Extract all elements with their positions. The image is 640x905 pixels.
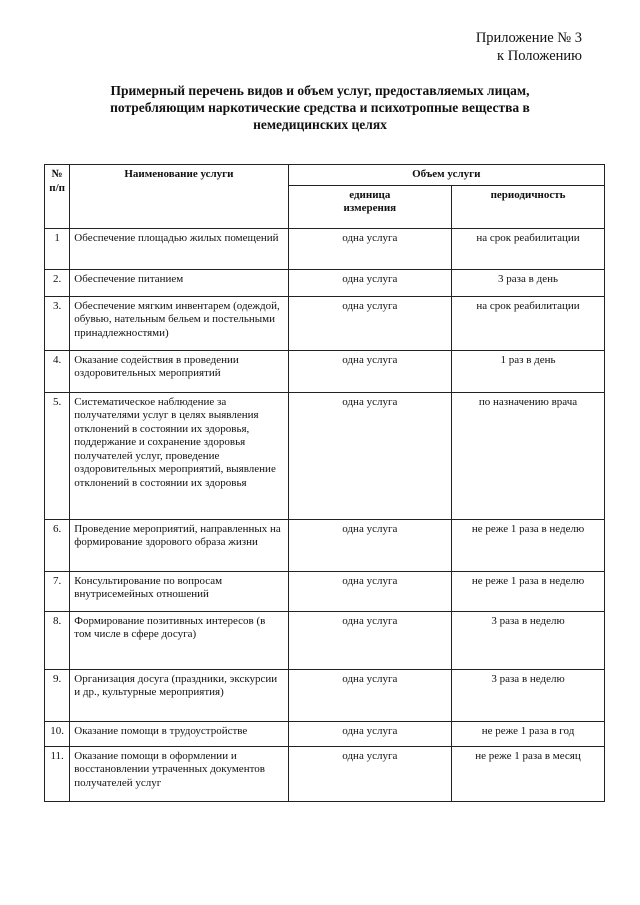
row-unit: одна услуга [288,519,451,571]
row-periodicity: не реже 1 раза в неделю [452,571,605,611]
row-periodicity: не реже 1 раза в год [452,721,605,746]
row-periodicity: 3 раза в неделю [452,669,605,721]
table-row [45,571,605,611]
row-number: 2. [45,269,70,296]
appendix-line-1: Приложение № 3 [475,30,582,46]
row-number: 8. [45,611,70,669]
table-row [45,392,605,519]
header-unit-line-1: единица [349,188,391,201]
table-row [45,669,605,721]
header-unit [288,185,451,228]
header-unit-line-2: измерения [343,202,397,214]
appendix-line-2: к Положению [497,48,582,64]
title-line-2: потребляющим наркотические средства и психотропные вещества в [110,100,530,115]
row-number: 11. [45,746,70,801]
row-periodicity: по назначению врача [452,392,605,519]
header-volume: Объем услуги [288,165,604,186]
row-service-name: Обеспечение мягким инвентарем (одеждой, обувью, нательным бельем и постельными принадлежностями) [70,296,288,350]
row-service-name: Формирование позитивных интересов (в том числе в сфере досуга) [70,611,288,669]
row-unit: одна услуга [288,611,451,669]
header-service-name: Наименование услуги [70,165,288,229]
row-service-name: Систематическое наблюдение за получателями услуг в целях выявления отклонений в состоянии их здоровья, поддержание и сохранение здоровья получателей услуг, проведение оздоровительных мероприятий, выявление отклонений в состоянии их здоровья [70,392,288,519]
table-row [45,296,605,350]
row-periodicity: 3 раза в день [452,269,605,296]
row-number: 7. [45,571,70,611]
row-number: 10. [45,721,70,746]
row-unit: одна услуга [288,392,451,519]
table-row [45,350,605,392]
row-service-name: Обеспечение площадью жилых помещений [70,228,288,269]
row-number: 4. [45,350,70,392]
row-unit: одна услуга [288,228,451,269]
header-number-line-1: № [51,168,63,180]
row-service-name: Оказание содействия в проведении оздоровительных мероприятий [70,350,288,392]
row-service-name: Оказание помощи в трудоустройстве [70,721,288,746]
row-periodicity: на срок реабилитации [452,296,605,350]
table-row [45,746,605,801]
table-header-row [45,165,605,186]
row-service-name: Консультирование по вопросам внутрисемейных отношений [70,571,288,611]
row-service-name: Обеспечение питанием [70,269,288,296]
row-number: 1 [45,228,70,269]
row-unit: одна услуга [288,269,451,296]
row-unit: одна услуга [288,296,451,350]
row-number: 9. [45,669,70,721]
table-row [45,611,605,669]
row-unit: одна услуга [288,571,451,611]
row-unit: одна услуга [288,350,451,392]
row-unit: одна услуга [288,746,451,801]
appendix-header [476,29,582,65]
row-unit: одна услуга [288,669,451,721]
header-number [45,165,70,229]
title-line-3: немедицинских целях [253,117,387,132]
title-line-1: Примерный перечень видов и объем услуг, предоставляемых лицам, [110,83,530,98]
row-periodicity: на срок реабилитации [452,228,605,269]
header-periodicity: периодичность [452,185,605,228]
document-title [60,82,580,133]
row-periodicity: 3 раза в неделю [452,611,605,669]
row-number: 5. [45,392,70,519]
row-service-name: Организация досуга (праздники, экскурсии и др., культурные мероприятия) [70,669,288,721]
table-row [45,269,605,296]
row-service-name: Оказание помощи в оформлении и восстановлении утраченных документов получателей услуг [70,746,288,801]
table-row [45,519,605,571]
services-table [44,164,605,802]
row-periodicity: не реже 1 раза в неделю [452,519,605,571]
row-unit: одна услуга [288,721,451,746]
table-row [45,228,605,269]
row-periodicity: 1 раз в день [452,350,605,392]
header-number-line-2: п/п [49,181,66,194]
row-service-name: Проведение мероприятий, направленных на формирование здорового образа жизни [70,519,288,571]
row-number: 3. [45,296,70,350]
table-row [45,721,605,746]
row-periodicity: не реже 1 раза в месяц [452,746,605,801]
row-number: 6. [45,519,70,571]
